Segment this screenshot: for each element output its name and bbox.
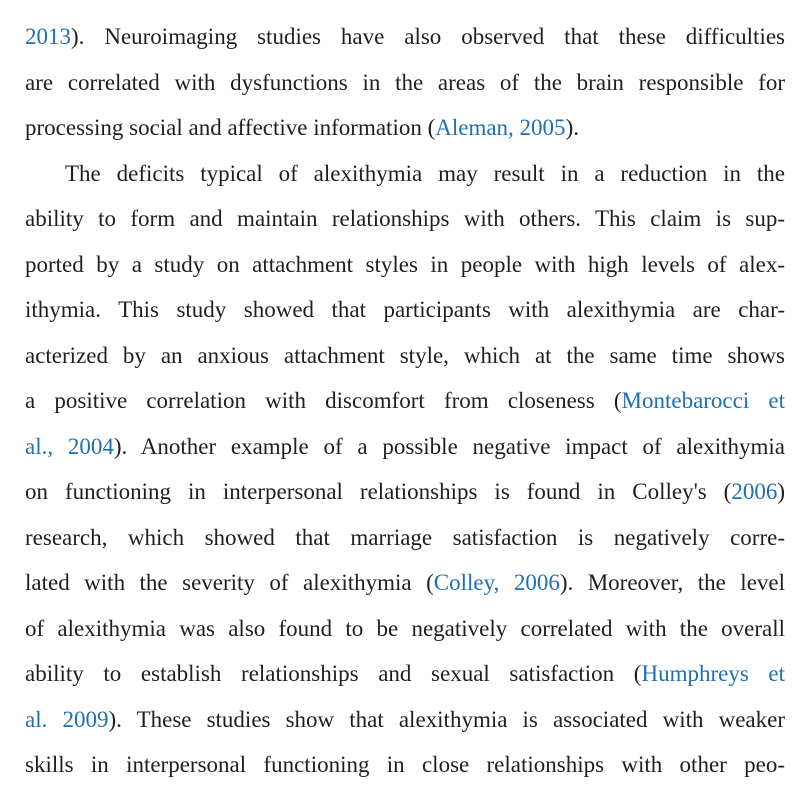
text-line: [25, 378, 785, 424]
text-segment: lated with the severity of alexithymia (: [25, 570, 434, 595]
text-segment: acterized by an anxious attachment style, which at the same time shows: [25, 342, 785, 368]
text-line: [25, 424, 785, 470]
text-segment: ).: [565, 115, 579, 140]
text-line: [25, 560, 785, 606]
text-line: [25, 60, 785, 106]
text-line: [25, 105, 785, 151]
text-line: [25, 469, 785, 515]
text-line: [25, 606, 785, 652]
text-line: [25, 697, 785, 743]
text-line: [25, 196, 785, 242]
text-line: [25, 151, 785, 197]
citation-link[interactable]: 2006: [731, 479, 778, 504]
text-segment: on functioning in interpersonal relationships is found in Colley's (: [25, 479, 732, 504]
text-segment: ithymia. This study showed that participants with alexithymia are char-: [25, 297, 785, 322]
citation-link[interactable]: 2013: [25, 24, 71, 49]
paper-body: [25, 14, 785, 788]
citation-link[interactable]: Aleman, 2005: [435, 115, 566, 140]
text-segment: ). Neuroimaging studies have also observed that these difficulties: [71, 24, 785, 49]
citation-link[interactable]: Colley, 2006: [433, 570, 560, 595]
text-segment: of alexithymia was also found to be negatively correlated with the overall: [25, 615, 785, 641]
text-line: [25, 14, 785, 60]
text-segment: The deficits typical of alexithymia may result in a reduction in the: [65, 160, 785, 186]
text-segment: ): [777, 479, 785, 504]
text-segment: ability to form and maintain relationships with others. This claim is sup-: [25, 206, 785, 231]
text-segment: ). Another example of a possible negative impact of alexithymia: [113, 433, 785, 459]
text-line: [25, 651, 785, 697]
text-line: [25, 242, 785, 288]
text-segment: research, which showed that marriage satisfaction is negatively corre-: [25, 524, 785, 550]
text-segment: are correlated with dysfunctions in the areas of the brain responsible for: [25, 69, 785, 95]
text-segment: ported by a study on attachment styles in people with high levels of alex-: [25, 251, 785, 277]
citation-link[interactable]: Humphreys et: [641, 661, 785, 686]
text-line: [25, 287, 785, 333]
text-line: [25, 333, 785, 379]
text-line: [25, 515, 785, 561]
citation-link[interactable]: al. 2009: [25, 706, 109, 732]
text-segment: ability to establish relationships and sexual satisfaction (: [25, 661, 642, 686]
text-segment: processing social and affective information (: [25, 115, 436, 140]
text-segment: skills in interpersonal functioning in close relationships with other peo-: [25, 752, 785, 777]
text-segment: a positive correlation with discomfort from closeness (: [25, 388, 622, 413]
text-line: [25, 742, 785, 788]
text-segment: ). These studies show that alexithymia is associated with weaker: [108, 706, 785, 732]
citation-link[interactable]: Montebarocci et: [621, 388, 785, 413]
text-segment: ). Moreover, the level: [559, 570, 785, 595]
citation-link[interactable]: al., 2004: [25, 433, 114, 459]
